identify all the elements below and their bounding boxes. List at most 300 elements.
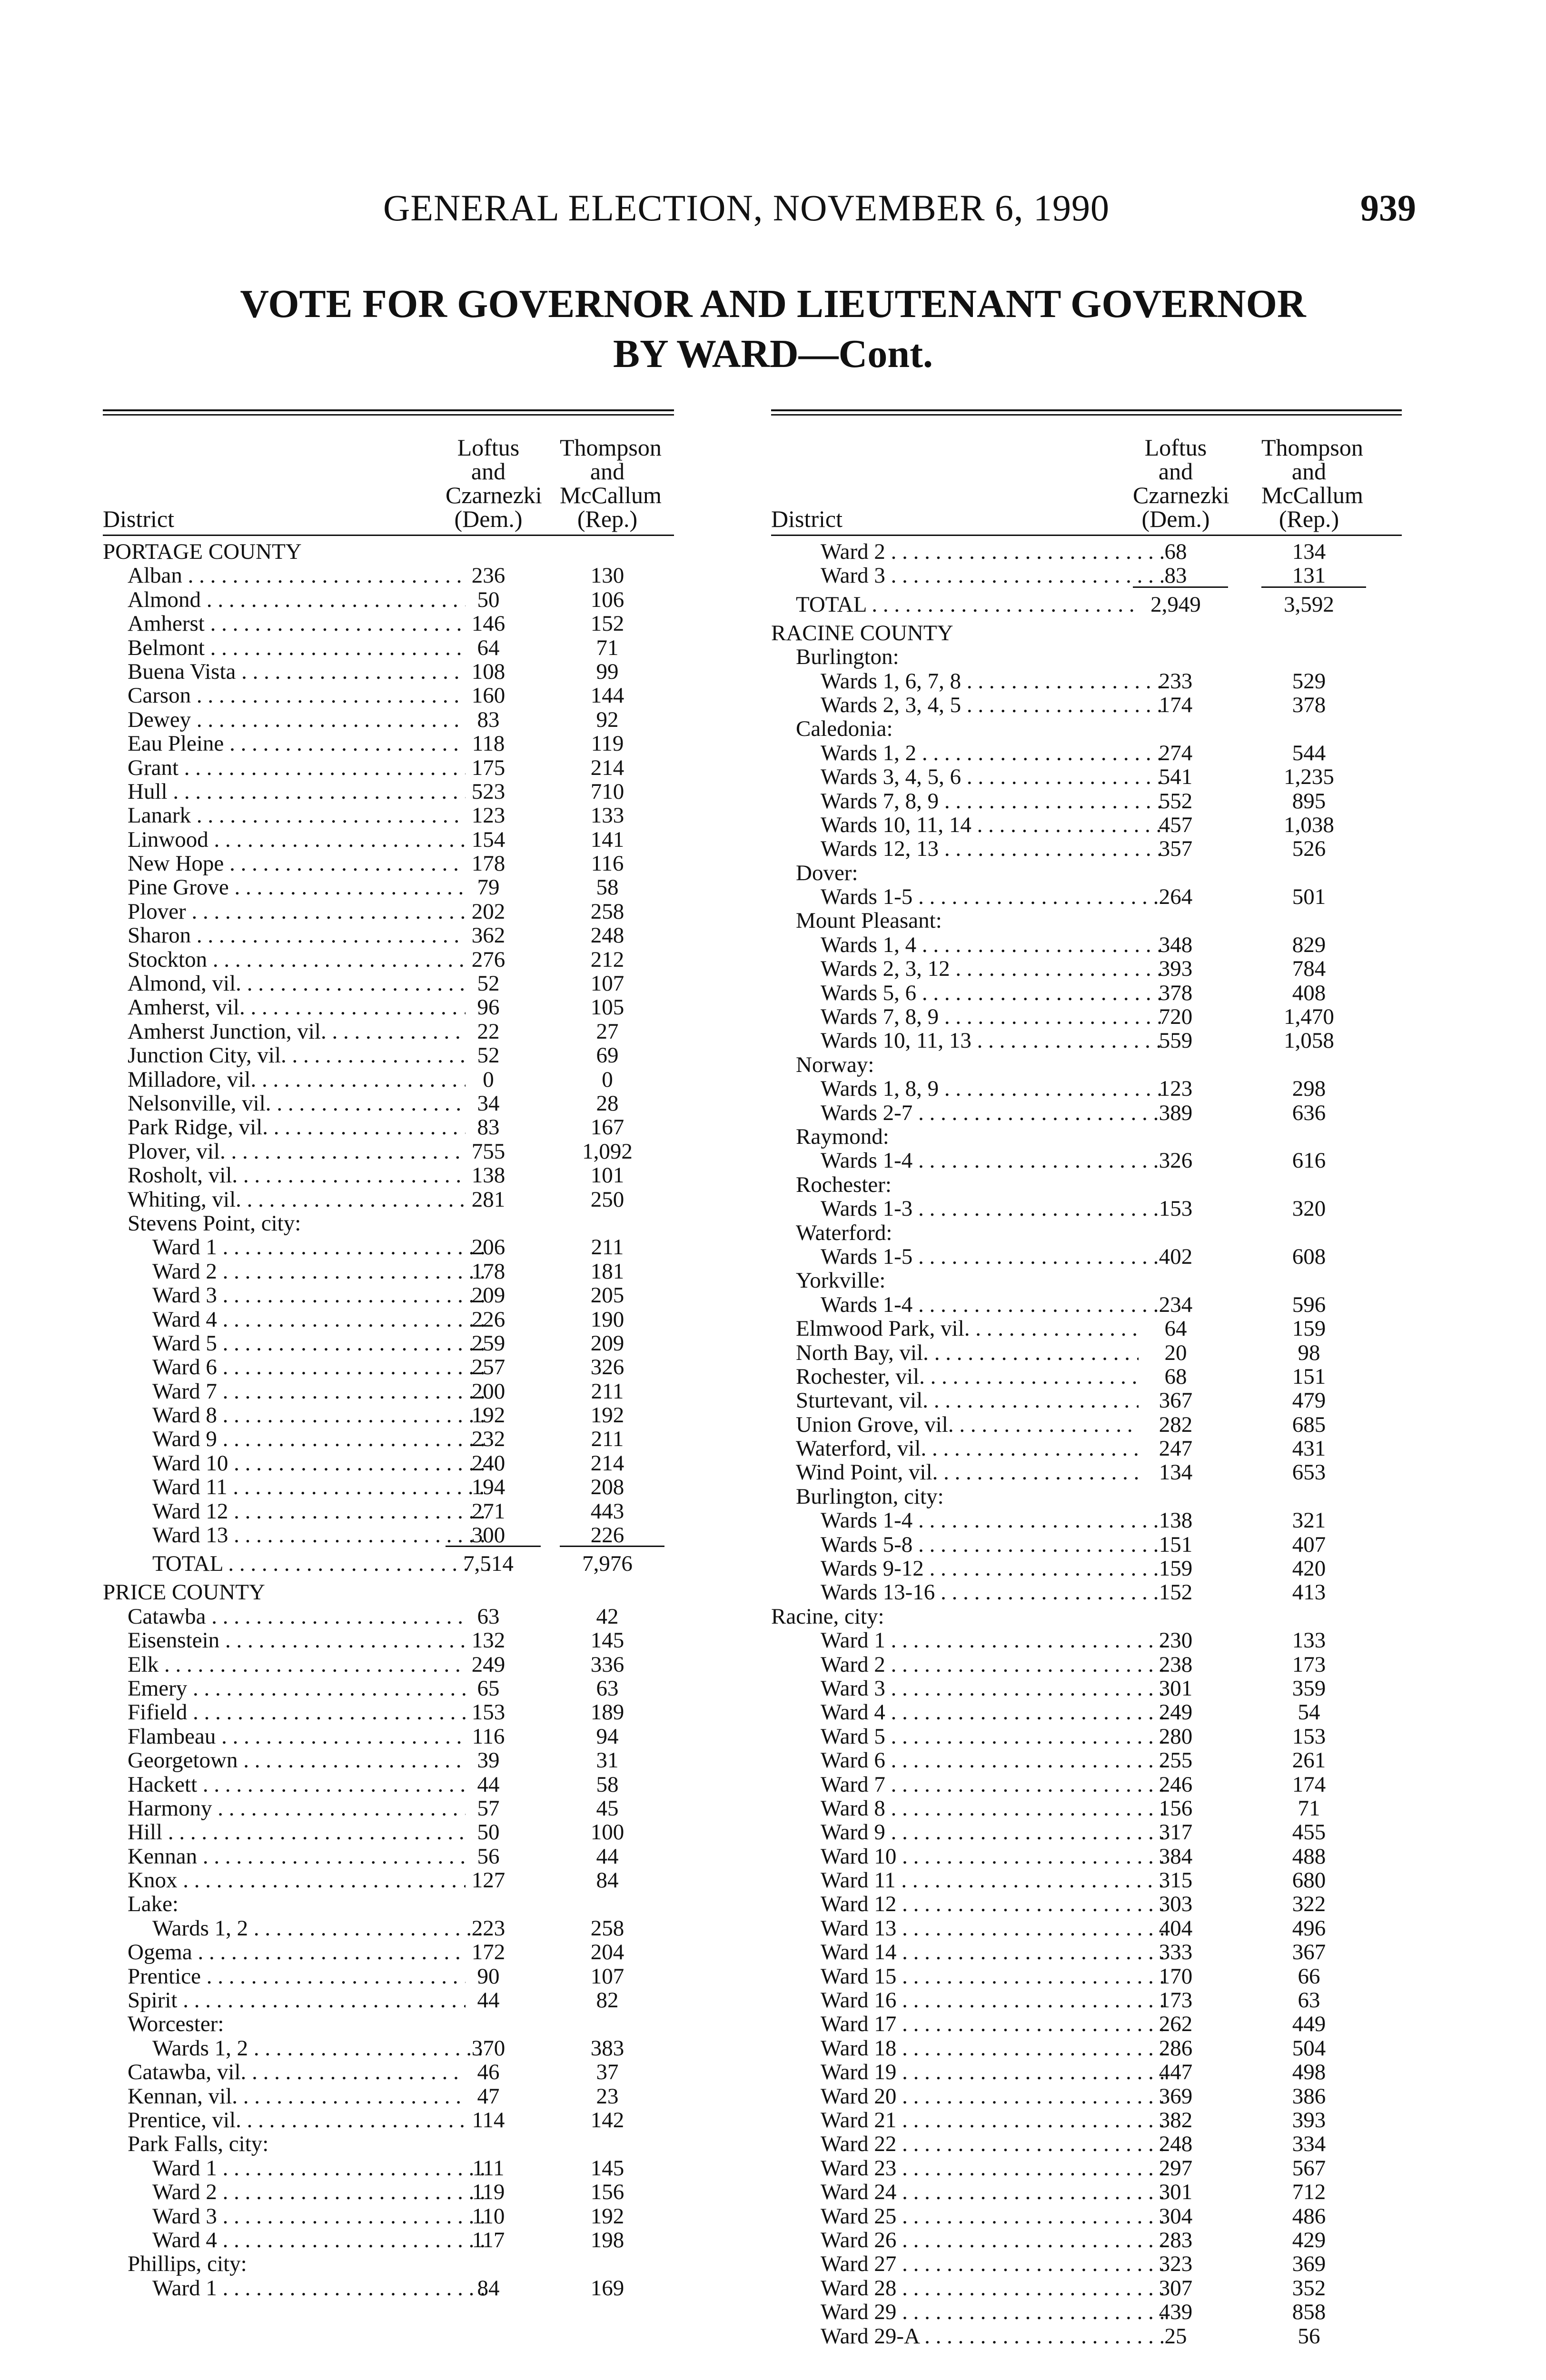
district-label: Prentice . . . [103,1964,466,1988]
dem-votes: 68 [1164,539,1187,564]
dem-votes: 83 [477,1115,500,1140]
table-row [103,1499,674,1523]
dem-votes: 173 [1159,1988,1193,2013]
rep-votes: 63 [596,1676,619,1701]
dem-votes: 209 [471,1283,505,1308]
table-row [103,1628,674,1652]
district-label: Wards 2-7 . . . [771,1101,1163,1125]
dem-votes: 246 [1159,1772,1193,1797]
group-heading-row [103,2132,674,2156]
district-label: Wards 7, 8, 9 . . . [771,1005,1163,1029]
district-label: Plover, vil. . . . [103,1140,466,1163]
rep-votes: 258 [590,899,624,924]
dem-votes: 56 [477,1844,500,1869]
table-row [103,2156,674,2180]
header-district: District [103,506,174,532]
table-row [103,1475,674,1499]
dem-votes: 315 [1159,1868,1193,1893]
rep-votes: 145 [590,1628,624,1653]
rep-votes: 66 [1298,1964,1320,1989]
dem-votes: 172 [471,1940,505,1965]
dem-votes: 83 [1133,564,1219,587]
dem-votes: 249 [1159,1700,1193,1725]
dem-votes: 84 [477,2275,500,2301]
district-label: Ward 3 . . . [103,2204,490,2228]
table-row [771,981,1402,1005]
rep-votes: 152 [590,611,624,636]
table-row [771,837,1402,861]
rep-votes: 27 [596,1019,619,1044]
table-row [771,1077,1402,1101]
rep-votes: 449 [1292,2012,1326,2037]
dem-votes: 389 [1159,1100,1193,1125]
table-row [771,2036,1402,2060]
dem-votes: 307 [1159,2275,1193,2301]
table-row [103,2180,674,2204]
table-row [103,1773,674,1796]
dem-votes: 117 [472,2227,505,2252]
table-row [103,1115,674,1139]
district-label: Milladore, vil. . . . [103,1068,466,1091]
dem-votes: 153 [471,1700,505,1725]
table-row [771,1820,1402,1844]
rep-votes: 205 [590,1283,624,1308]
table-row [103,2204,674,2228]
dem-votes: 300 [446,1523,531,1547]
table-row [103,612,674,635]
dem-votes: 370 [471,2035,505,2061]
dem-votes: 280 [1159,1724,1193,1749]
rep-votes: 107 [590,1964,624,1989]
rep-votes: 298 [1292,1076,1326,1101]
rep-votes: 133 [590,803,624,828]
header-rule [771,535,1402,536]
rep-votes: 383 [590,2035,624,2061]
header-candidate-dem: Loftus and Czarnezki (Dem.) [446,434,542,532]
group-heading-row [771,621,1402,645]
district-label: Belmont . . . [103,636,466,660]
dem-votes: 259 [471,1330,505,1356]
district-label: Ward 4 . . . [103,1308,490,1331]
district-label: Ward 24 . . . [771,2180,1163,2204]
table-row [103,1844,674,1868]
rep-votes: 45 [596,1795,619,1821]
dem-votes: 523 [471,779,505,804]
district-label: Wards 1, 2 . . . [771,741,1163,765]
dem-votes: 194 [471,1475,505,1500]
header-candidate-dem: Loftus and Czarnezki (Dem.) [1133,434,1229,532]
dem-votes: 63 [477,1604,500,1629]
group-heading-row [771,1053,1402,1077]
page-subtitle: BY WARD—Cont. [613,332,933,376]
rep-votes: 58 [596,875,619,900]
dem-votes: 439 [1159,2300,1193,2325]
rep-votes: 198 [590,2227,624,2252]
dem-votes: 230 [1159,1628,1193,1653]
rep-votes: 636 [1292,1100,1326,1125]
district-label: Lanark . . . [103,803,466,827]
table-row [771,2084,1402,2108]
dem-votes: 232 [471,1427,505,1452]
group-heading-row [771,1173,1402,1197]
district-label: Ward 2 . . . [103,1259,490,1283]
table-row [771,540,1402,564]
district-label: Flambeau . . . [103,1725,466,1748]
table-row [103,828,674,852]
table-row [103,1235,674,1259]
district-label: Wards 5, 6 . . . [771,981,1163,1005]
district-label: Hackett . . . [103,1773,466,1796]
group-heading-row [103,540,674,564]
dem-votes: 357 [1159,836,1193,862]
table-row [771,1365,1402,1388]
dem-votes: 200 [471,1378,505,1404]
table-row [103,732,674,755]
dem-votes: 286 [1159,2035,1193,2061]
dem-votes: 238 [1159,1652,1193,1677]
table-row [103,1523,674,1547]
rep-votes: 98 [1298,1340,1320,1365]
dem-votes: 64 [1164,1316,1187,1341]
district-label: Phillips, city: [128,2252,247,2276]
rep-votes: 895 [1292,788,1326,813]
district-label: Yorkville: [796,1269,886,1293]
district-label: Elk . . . [103,1653,466,1676]
district-label: Ward 16 . . . [771,1988,1163,2012]
district-label: Ward 25 . . . [771,2204,1163,2228]
dem-votes: 22 [477,1019,500,1044]
district-label: Buena Vista . . . [103,660,466,684]
district-label: Park Ridge, vil. . . . [103,1115,466,1139]
table-row [771,1916,1402,1940]
dem-votes: 301 [1159,1676,1193,1701]
district-label: Wards 1-5 . . . [771,1245,1163,1269]
rep-votes: 261 [1292,1748,1326,1773]
district-label: Nelsonville, vil. . . . [103,1091,466,1115]
rep-votes: 685 [1292,1412,1326,1437]
dem-votes: 7,514 [463,1551,514,1577]
table-row [103,1605,674,1628]
dem-votes: 323 [1159,2251,1193,2277]
table-row [771,693,1402,717]
table-row [103,1140,674,1163]
district-label: Ward 3 . . . [771,564,1163,587]
left-column-table [103,409,674,2300]
table-row [771,2180,1402,2204]
dem-votes: 68 [1164,1364,1187,1389]
page-title: VOTE FOR GOVERNOR AND LIEUTENANT GOVERNOR [240,282,1306,326]
table-row [771,2156,1402,2180]
group-heading-row [103,1211,674,1235]
dem-votes: 152 [1159,1580,1193,1605]
total-row [771,588,1402,621]
rep-votes: 84 [596,1868,619,1893]
rep-votes: 107 [590,971,624,996]
rep-votes: 359 [1292,1676,1326,1701]
table-row [103,1403,674,1427]
district-label: Ward 4 . . . [771,1700,1163,1724]
district-label: Prentice, vil. . . . [103,2108,466,2132]
district-label: Whiting, vil. . . . [103,1188,466,1211]
district-label: Junction City, vil. . . . [103,1043,466,1067]
rep-votes: 710 [590,779,624,804]
rep-votes: 145 [590,2155,624,2181]
rep-votes: 211 [591,1378,624,1404]
table-row [771,1988,1402,2012]
rep-votes: 712 [1292,2180,1326,2205]
district-label: Linwood . . . [103,828,466,852]
table-row [103,1451,674,1475]
table-row [771,933,1402,957]
district-label: Ward 1 . . . [103,2156,490,2180]
district-label: Ward 5 . . . [103,1331,490,1355]
rep-votes: 829 [1292,932,1326,957]
dem-votes: 138 [1159,1508,1193,1533]
district-label: Georgetown . . . [103,1748,466,1772]
district-label: Ward 13 . . . [103,1523,490,1547]
district-label: Ward 8 . . . [103,1403,490,1427]
district-label: Spirit . . . [103,1988,466,2012]
district-label: Ward 1 . . . [103,2276,490,2300]
dem-votes: 138 [471,1163,505,1188]
dem-votes: 262 [1159,2012,1193,2037]
rep-votes: 169 [590,2275,624,2301]
dem-votes: 118 [472,731,505,756]
rep-votes: 214 [590,755,624,780]
dem-votes: 160 [471,683,505,708]
dem-votes: 153 [1159,1196,1193,1221]
rep-votes: 58 [596,1772,619,1797]
rep-votes: 173 [1292,1652,1326,1677]
dem-votes: 156 [1159,1795,1193,1821]
district-label: Burlington, city: [796,1484,944,1509]
district-label: New Hope . . . [103,852,466,875]
dem-votes: 159 [1159,1556,1193,1581]
district-label: Waterford, vil. . . . [771,1437,1139,1460]
dem-votes: 333 [1159,1940,1193,1965]
dem-votes: 25 [1164,2323,1187,2349]
rep-votes: 71 [1298,1795,1320,1821]
rep-votes: 174 [1292,1772,1326,1797]
dem-votes: 123 [1159,1076,1193,1101]
district-label: Kennan . . . [103,1844,466,1868]
table-row [771,2228,1402,2252]
table-row [771,885,1402,909]
dem-votes: 304 [1159,2203,1193,2229]
district-label: Ward 4 . . . [103,2228,490,2252]
district-label: Union Grove, vil. . . . [771,1413,1139,1437]
district-label: Wards 1-4 . . . [771,1149,1163,1172]
rep-votes: 94 [596,1724,619,1749]
rep-votes: 131 [1261,564,1357,587]
table-row [771,2300,1402,2324]
table-row [771,741,1402,765]
dem-votes: 276 [471,947,505,972]
table-row [103,803,674,827]
district-label: Ward 6 . . . [771,1748,1163,1772]
district-label: Wards 1-4 . . . [771,1508,1163,1532]
table-row [103,1868,674,1892]
dem-votes: 447 [1159,2060,1193,2085]
rep-votes: 336 [590,1652,624,1677]
rep-votes: 82 [596,1988,619,2013]
table-row [103,1091,674,1115]
district-label: Ward 19 . . . [771,2060,1163,2084]
district-label: Ward 14 . . . [771,1940,1163,1964]
table-row [771,1700,1402,1724]
rep-votes: 326 [590,1355,624,1380]
rep-votes: 858 [1292,2300,1326,2325]
dem-votes: 83 [477,707,500,732]
dem-votes: 247 [1159,1436,1193,1461]
table-row [771,1892,1402,1916]
group-heading-row [771,1269,1402,1292]
table-row [103,1163,674,1187]
dem-votes: 326 [1159,1148,1193,1173]
rep-votes: 31 [596,1748,619,1773]
district-label: Wards 10, 11, 14 . . . [771,813,1163,837]
district-label: Rochester: [796,1172,892,1197]
rep-votes: 99 [596,659,619,684]
dem-votes: 233 [1159,668,1193,694]
table-row [103,1725,674,1748]
district-label: Plover . . . [103,900,466,923]
table-row [771,2324,1402,2348]
dem-votes: 154 [471,827,505,852]
rep-votes: 156 [590,2180,624,2205]
table-row [103,564,674,587]
dem-votes: 50 [477,1820,500,1845]
rep-votes: 54 [1298,1700,1320,1725]
dem-votes: 226 [471,1307,505,1332]
dem-votes: 303 [1159,1892,1193,1917]
table-row [103,875,674,899]
table-row [103,1379,674,1403]
dem-votes: 0 [483,1067,494,1092]
rep-votes: 212 [590,947,624,972]
district-label: Lake: [128,1892,178,1916]
district-label: Ward 2 . . . [771,540,1163,564]
dem-votes: 114 [472,2108,505,2132]
rep-votes: 544 [1292,740,1326,765]
table-row [771,2060,1402,2084]
rep-votes: 167 [590,1115,624,1140]
table-row [771,2252,1402,2276]
district-label: Hull . . . [103,780,466,803]
dem-votes: 39 [477,1748,500,1773]
dem-votes: 34 [477,1091,500,1116]
rep-votes: 153 [1292,1724,1326,1749]
district-label: Ward 23 . . . [771,2156,1163,2180]
dem-votes: 283 [1159,2227,1193,2252]
dem-votes: 541 [1159,764,1193,790]
group-heading-row [771,645,1402,669]
district-label: Ward 21 . . . [771,2108,1163,2132]
group-heading-row [771,717,1402,741]
dem-votes: 248 [1159,2132,1193,2157]
district-label: Ward 12 . . . [771,1892,1163,1916]
dem-votes: 108 [471,659,505,684]
table-row [771,1868,1402,1892]
table-row [103,1676,674,1700]
rep-votes: 192 [590,1403,624,1428]
district-label: Sharon . . . [103,923,466,947]
rep-votes: 7,976 [582,1551,633,1577]
dem-votes: 90 [477,1964,500,1989]
table-row [771,1245,1402,1269]
rep-votes: 106 [590,587,624,612]
district-label: Ward 6 . . . [103,1355,490,1379]
table-row [771,2276,1402,2300]
group-heading-row [771,909,1402,932]
district-label: Waterford: [796,1220,892,1245]
dem-votes: 264 [1159,884,1193,910]
district-label: Amherst Junction, vil. . . . [103,1020,466,1043]
table-row [103,1700,674,1724]
dem-votes: 271 [471,1498,505,1524]
table-row [771,1029,1402,1052]
rep-votes: 680 [1292,1868,1326,1893]
district-label: Ward 11 . . . [771,1868,1163,1892]
group-heading-row [771,1605,1402,1628]
district-label: Ward 3 . . . [771,1676,1163,1700]
table-row [771,1508,1402,1532]
district-label: Ward 10 . . . [771,1844,1163,1868]
dem-votes: 64 [477,635,500,660]
rep-votes: 567 [1292,2155,1326,2181]
dem-votes: 393 [1159,956,1193,982]
table-row [771,1940,1402,1964]
rep-votes: 92 [596,707,619,732]
dem-votes: 378 [1159,980,1193,1005]
dem-votes: 206 [471,1235,505,1260]
district-label: Park Falls, city: [128,2132,269,2156]
rep-votes: 37 [596,2060,619,2085]
table-row [103,1188,674,1211]
table-row [771,669,1402,693]
district-label: TOTAL . . . [103,1547,490,1580]
dem-votes: 47 [477,2083,500,2109]
dem-votes: 257 [471,1355,505,1380]
rep-votes: 105 [590,995,624,1020]
rep-votes: 322 [1292,1892,1326,1917]
rep-votes: 130 [590,563,624,588]
table-row [771,1317,1402,1340]
district-label: Ward 13 . . . [771,1916,1163,1940]
group-heading-row [103,1580,674,1604]
table-row [103,1331,674,1355]
district-label: Wards 13-16 . . . [771,1580,1163,1604]
rep-votes: 486 [1292,2203,1326,2229]
header-rule [103,535,674,536]
district-label: Almond . . . [103,588,466,612]
rep-votes: 429 [1292,2227,1326,2252]
dem-votes: 134 [1159,1460,1193,1485]
group-heading-row [771,1485,1402,1508]
dem-votes: 119 [472,2180,505,2205]
table-row [103,588,674,612]
dem-votes: 2,949 [1150,592,1201,617]
dem-votes: 52 [477,1043,500,1068]
district-label: Ogema . . . [103,1940,466,1964]
dem-votes: 170 [1159,1964,1193,1989]
rep-votes: 142 [590,2108,624,2132]
dem-votes: 116 [472,1724,505,1749]
rep-votes: 23 [596,2083,619,2109]
rep-votes: 608 [1292,1244,1326,1269]
table-row [771,1557,1402,1580]
rep-votes: 784 [1292,956,1326,982]
